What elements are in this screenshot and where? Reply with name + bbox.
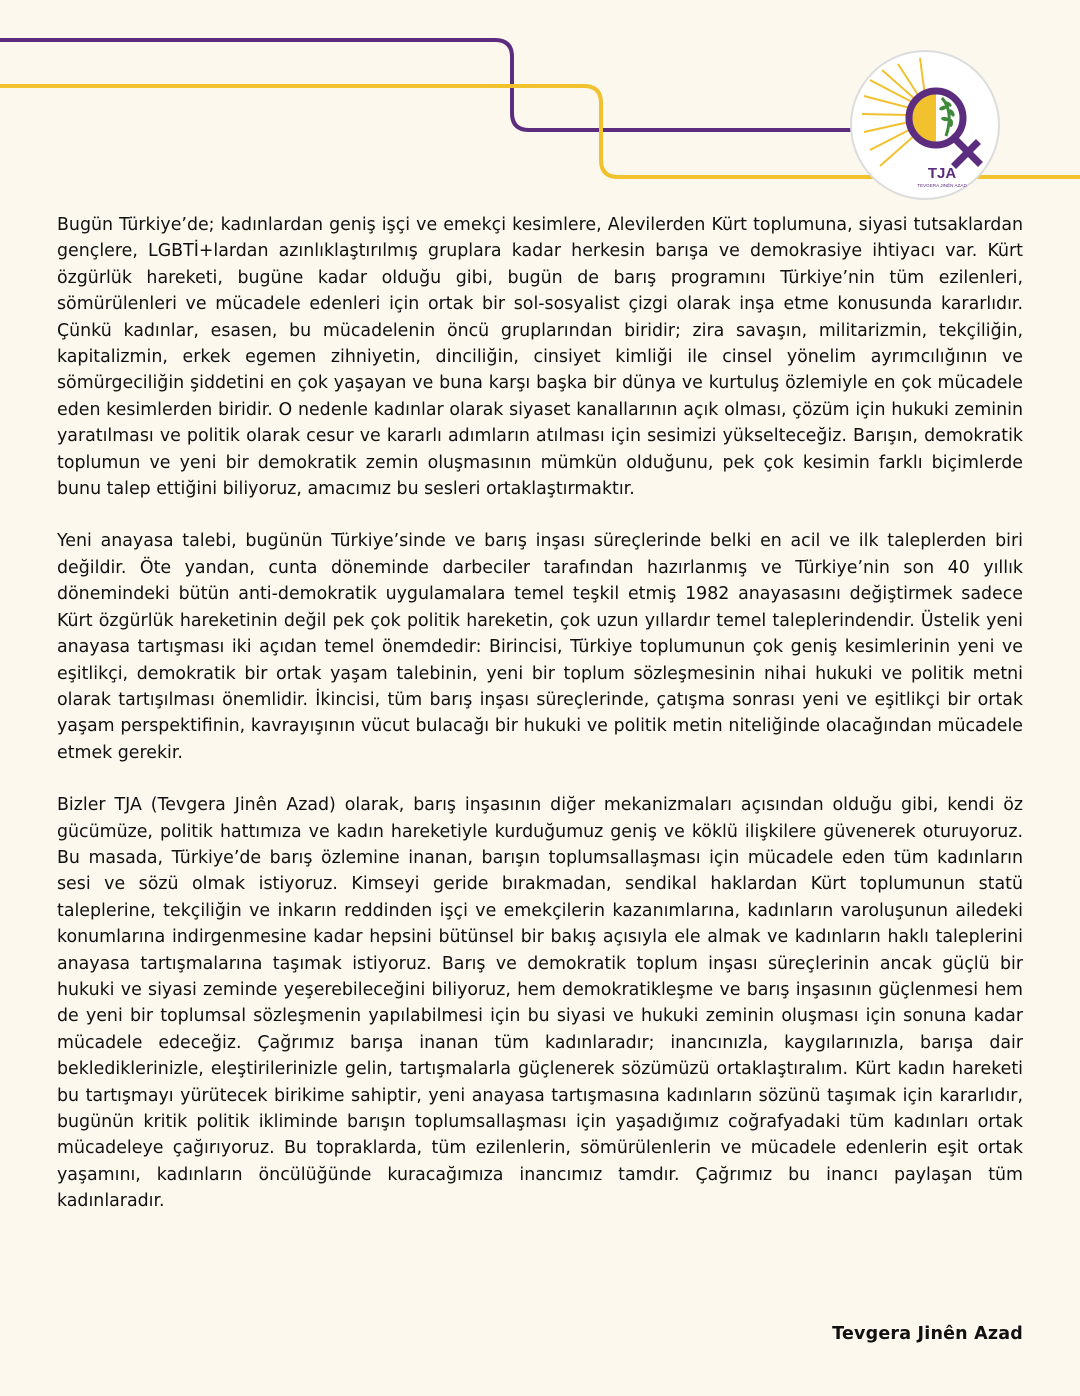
tja-logo: [850, 50, 1000, 200]
paragraph-1: Bugün Türkiye’de; kadınlardan geniş işçi ve emekçi kesimlere, Alevilerden Kürt toplumuna, siyasi tutsaklardan gençlere, LGBTİ+lardan azınlıklaştırılmış gruplara kadar herkesin barışa ve demokrasiye ihtiyacı var. Kürt özgürlük hareketi, bugüne kadar olduğu gibi, bugün de barış programını Türkiye’nin tüm ezilenleri, sömürülenleri ve mücadele edenleri için ortak bir sol-sosyalist çizgi olarak inşa etme konusunda kararlıdır. Çünkü kadınlar, esasen, bu mücadelenin öncü gruplarından biridir; zira savaşın, militarizmin, tekçiliğin, kapitalizmin, erkek egemen zihniyetin, dinciliğin, cinsiyet kimliği ile cinsel yönelim ayrımcılığının ve sömürgeciliğin şiddetini en çok yaşayan ve buna karşı başka bir dünya ve kurtuluş özlemiyle en çok mücadele eden kesimlerden biridir. O nedenle kadınlar olarak siyaset kanallarının açık olması, çözüm için hukuki zeminin yaratılması ve politik olarak cesur ve kararlı adımların atılması için sesimizi yükselteceğiz. Barışın, demokratik toplumun ve yeni bir demokratik zemin oluşmasının mümkün olduğunu, pek çok kesimin farklı biçimlerde bunu talep ettiğini biliyoruz, amacımız bu sesleri ortaklaştırmaktır.: [57, 215, 1023, 500]
paragraph-2: Yeni anayasa talebi, bugünün Türkiye’sinde ve barış inşası süreçlerinde belki en acil ve ilk taleplerden biri değildir. Öte yandan, cunta döneminde darbeciler tarafından hazırlanmış ve Türkiye’nin son 40 yıllık dönemindeki bütün anti-demokratik uygulamalara temel teşkil etmiş 1982 anayasasını değiştirmek sadece Kürt özgürlük hareketinin değil pek çok politik hareketin, çok uzun yıllardır temel taleplerindendir. Üstelik yeni anayasa tartışması iki açıdan temel önemdedir: Birincisi, Türkiye toplumunun çok geniş kesimlerinin yeni ve eşitlikçi, demokratik bir ortak yaşam talebinin, yeni bir toplum sözleşmesinin nihai hukuki ve politik metni olarak tartışılması önemlidir. İkincisi, tüm barış inşası süreçlerinde, çatışma sonrası yeni ve eşitlikçi bir ortak yaşam perspektifinin, kavrayışının vücut bulacağı bir hukuki ve politik metin niteliğinde olacağından mücadele etmek gerekir.: [57, 531, 1023, 763]
logo-subtext: TEVGERA JINÊN AZAD: [917, 183, 967, 188]
paragraph-3: Bizler TJA (Tevgera Jinên Azad) olarak, barış inşasının diğer mekanizmaları açısından olduğu gibi, kendi öz gücümüze, politik hattımıza ve kadın hareketiyle kurduğumuz geniş ve köklü ilişkilere güvenerek oturuyoruz. Bu masada, Türkiye’de barış özlemine inanan, barışın toplumsallaşması için mücadele eden tüm kadınların sesi ve sözü olmak istiyoruz. Kimseyi geride bırakmadan, sendikal haklardan Kürt toplumunun statü taleplerine, tekçiliğin ve inkarın reddinden işçi ve emekçilerin kazanımlarına, kadınların varoluşunun ailedeki konumlarına indirgenmesine kadar hepsini bütünsel bir bakış açısıyla ele almak ve kadınların haklı taleplerini anayasa tartışmalarına taşımak istiyoruz. Barış ve demokratik toplum inşası süreçlerinin ancak güçlü bir hukuki ve siyasi zeminde yeşerebileceğini biliyoruz, hem demokratikleşme ve barış inşasının güçlenmesi hem de yeni bir toplumsal sözleşmenin yapılabilmesi için bu siyasi ve hukuki zeminin oluşması için sonuna kadar mücadele edeceğiz. Çağrımız barışa inanan tüm kadınlaradır; inancınızla, kaygılarınızla, barışa dair beklediklerinizle, eleştirilerinizle gelin, tartışmalarla güçlenerek sözümüzü ortaklaştıralım. Kürt kadın hareketi bu tartışmayı yürütecek birikime sahiptir, yeni anayasa tartışmasına kadınların sözünü taşımak için kararlıdır, bugünün kritik politik ikliminde barışın toplumsallaşması için yaşadığımız coğrafyadaki tüm kadınları ortak mücadeleye çağırıyoruz. Bu topraklarda, tüm ezilenlerin, sömürülenlerin ve mücadele edenlerin eşit ortak yaşamını, kadınların öncülüğünde kuracağımıza inancımız tamdır. Çağrımız bu inancı paylaşan tüm kadınlaradır.: [57, 795, 1023, 1212]
logo-text: TJA: [927, 165, 957, 182]
letter-body: [57, 212, 1023, 1241]
signature: Tevgera Jinên Azad: [832, 1324, 1023, 1344]
tja-emblem-icon: [850, 50, 1000, 200]
